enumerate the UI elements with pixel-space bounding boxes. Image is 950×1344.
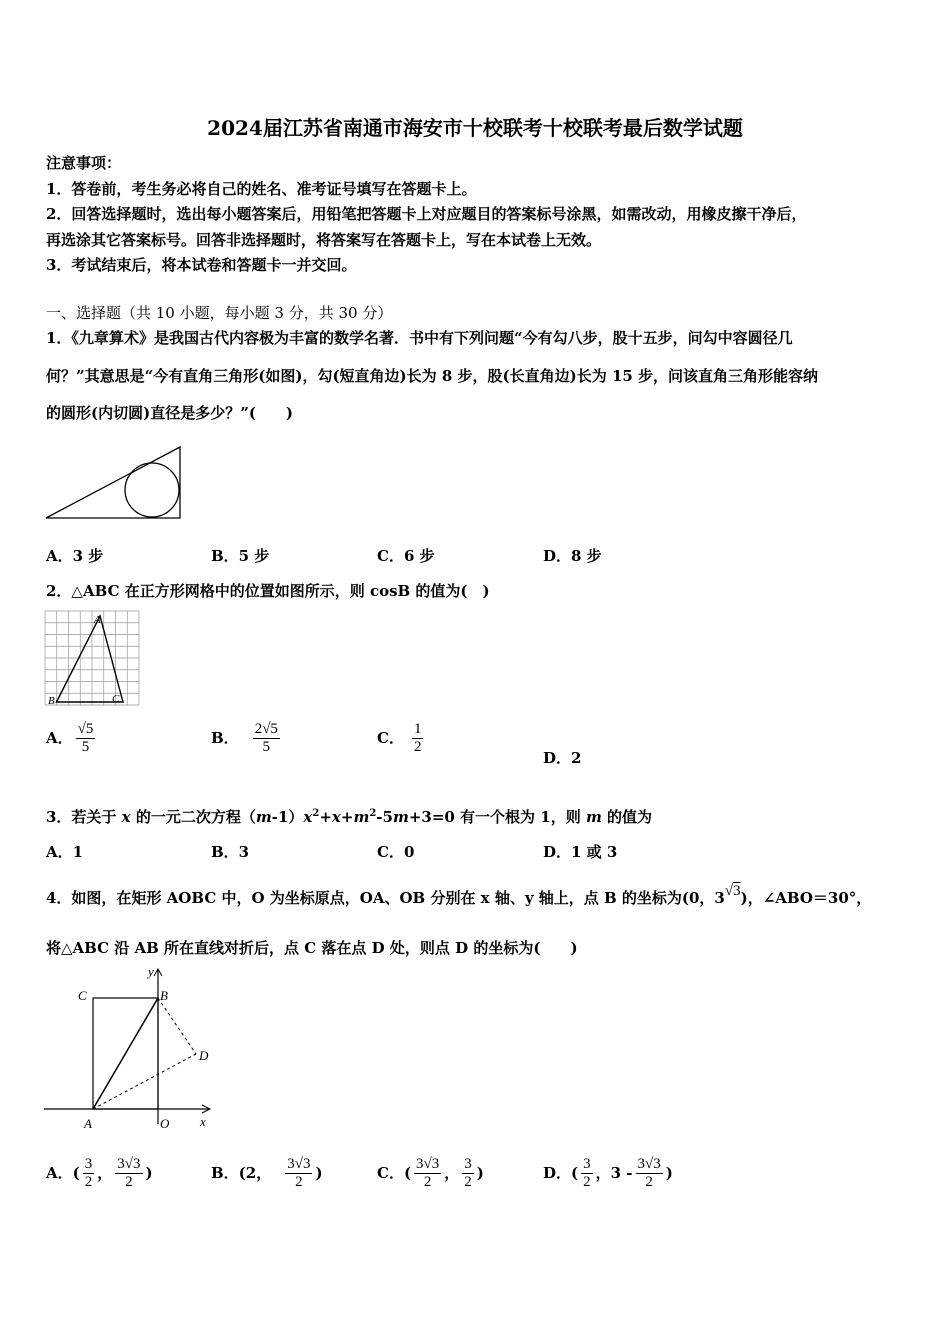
section-heading: 一、选择题（共 10 小题，每小题 3 分，共 30 分） (46, 304, 393, 322)
option-separator: ， (444, 1163, 460, 1182)
q3-text-part: -5 (376, 808, 393, 826)
q3-text (46, 806, 652, 827)
fraction (285, 1156, 312, 1192)
q4-text-part: )，∠ABO＝30°， (740, 889, 872, 907)
q4-label-c: C (78, 988, 87, 1003)
fraction (83, 1156, 95, 1192)
page-title: 2024届江苏省南通市海安市十校联考十校联考最后数学试题 (207, 116, 743, 140)
option-letter: C．( (377, 1163, 412, 1182)
q2-option-c (377, 721, 426, 757)
q3-var-m: m (255, 808, 272, 826)
q2-option-b (211, 721, 283, 757)
fraction-denominator: 5 (81, 739, 90, 756)
q2-option-a-letter: A． (46, 728, 73, 747)
notice-item-1: 1．答卷前，考生务必将自己的姓名、准考证号填写在答题卡上。 (46, 180, 477, 198)
q3-var-x: x (303, 808, 313, 826)
q4-coordinate-figure (44, 962, 224, 1134)
fraction-denominator: 2 (84, 1174, 93, 1191)
q4-sqrt: √3 (724, 883, 741, 899)
q3-text-part: +3=0 有一个根为 1，则 (408, 808, 586, 826)
fraction-denominator: 2 (645, 1174, 653, 1191)
q4-label-y: y (148, 964, 154, 979)
option-close: ) (145, 1163, 153, 1182)
q1-line-1: 1．《九章算术》是我国古代内容极为丰富的数学名著．书中有下列问题“今有勾八步，股十五步，问勾中容圆径几 (46, 329, 793, 347)
q3-text-part: + (340, 808, 354, 826)
fraction-denominator: 5 (262, 739, 271, 756)
q4-line-1 (46, 883, 872, 908)
fraction-numerator: 2√5 (253, 721, 280, 739)
q4-option-b (211, 1156, 323, 1192)
q4-option-d (543, 1156, 673, 1192)
fraction-numerator: 3√3 (636, 1156, 663, 1174)
q2-option-c-fraction (412, 721, 424, 757)
q3-text-part: 的值为 (601, 808, 653, 826)
q3-text-part: 的一元二次方程（ (130, 808, 256, 826)
q4-option-a (46, 1156, 153, 1192)
fraction-denominator: 2 (423, 1174, 432, 1191)
option-letter: D．( (543, 1163, 579, 1182)
q3-option-b: B．3 (211, 843, 250, 861)
q1-option-c: C．6 步 (377, 547, 435, 565)
q2-grid-figure (44, 610, 144, 710)
q2-option-a-fraction (76, 721, 96, 757)
fraction (115, 1156, 142, 1192)
notice-item-3: 3．考试结束后，将本试卷和答题卡一并交回。 (46, 256, 357, 274)
fraction-denominator: 2 (125, 1174, 133, 1191)
q2-option-a (46, 721, 98, 757)
q4-label-d: D (199, 1048, 209, 1063)
option-letter: B．(2， (211, 1163, 272, 1182)
option-separator: ，3 - (595, 1163, 633, 1182)
fraction (636, 1156, 663, 1192)
fraction-numerator: √5 (76, 721, 96, 739)
q2-option-c-letter: C． (377, 728, 404, 747)
q2-option-b-letter: B． (211, 728, 239, 747)
fraction-numerator: 3 (83, 1156, 95, 1174)
q2-option-b-fraction (253, 721, 280, 757)
q4-label-b: B (160, 988, 168, 1003)
q3-exponent: 2 (312, 808, 320, 819)
q4-text-part: 4．如图，在矩形 AOBC 中，O 为坐标原点，OA、OB 分别在 x 轴、y 轴上，点 B 的坐标为(0，3 (46, 889, 725, 907)
fraction (462, 1156, 474, 1192)
q4-radicand: 3 (733, 883, 741, 899)
q3-var-x: x (121, 808, 131, 826)
q2-option-d: D．2 (543, 749, 582, 767)
fraction-numerator: 1 (412, 721, 424, 739)
fraction-denominator: 2 (413, 739, 422, 756)
q1-line-2: 何？”其意思是“今有直角三角形(如图)，勾(短直角边)长为 8 步，股(长直角边)长为 15 步，问该直角三角形能容纳 (46, 367, 819, 385)
fraction-numerator: 3 (462, 1156, 474, 1174)
notice-heading: 注意事项： (46, 154, 122, 172)
notice-item-2-cont: 再选涂其它答案标号。回答非选择题时，将答案写在答题卡上，写在本试卷上无效。 (46, 231, 602, 249)
q1-line-3: 的圆形(内切圆)直径是多少？”( ) (46, 404, 294, 422)
q1-option-a: A．3 步 (46, 547, 104, 565)
fraction-denominator: 2 (464, 1174, 472, 1191)
option-close: ) (315, 1163, 323, 1182)
option-close: ) (665, 1163, 673, 1182)
fraction (581, 1156, 593, 1192)
q3-text-part: + (319, 808, 332, 826)
q1-triangle-figure (44, 444, 184, 522)
fraction-numerator: 3√3 (414, 1156, 441, 1174)
q2-label-a: A (94, 614, 101, 626)
q4-label-x: x (200, 1114, 206, 1129)
q3-var-x: x (331, 808, 341, 826)
q2-label-c: C (112, 693, 120, 705)
q4-label-a: A (84, 1116, 92, 1131)
option-separator: ， (97, 1163, 113, 1182)
q3-var-m: m (353, 808, 370, 826)
q3-text-part: 3．若关于 (46, 808, 122, 826)
option-close: ) (476, 1163, 484, 1182)
q3-var-m: m (585, 808, 602, 826)
fraction-numerator: 3√3 (115, 1156, 142, 1174)
q3-option-d: D．1 或 3 (543, 843, 618, 861)
fraction (414, 1156, 441, 1192)
fraction-denominator: 2 (295, 1174, 303, 1191)
fraction-numerator: 3 (581, 1156, 593, 1174)
q1-option-d: D．8 步 (543, 547, 602, 565)
q3-text-part: -1） (271, 808, 304, 826)
notice-item-2: 2．回答选择题时，选出每小题答案后，用铅笔把答题卡上对应题目的答案标号涂黑，如需改动，用橡皮擦干净后， (46, 205, 807, 223)
q1-option-b: B．5 步 (211, 547, 270, 565)
q2-label-b: B (48, 695, 55, 707)
option-letter: A．( (46, 1163, 80, 1182)
q3-option-c: C．0 (377, 843, 415, 861)
fraction-numerator: 3√3 (285, 1156, 312, 1174)
q3-var-m: m (392, 808, 409, 826)
fraction-denominator: 2 (583, 1174, 591, 1191)
q4-line-2: 将△ABC 沿 AB 所在直线对折后，点 C 落在点 D 处，则点 D 的坐标为( ) (46, 939, 578, 957)
q3-option-a: A．1 (46, 843, 84, 861)
q4-option-c (377, 1156, 484, 1192)
q2-text: 2．△ABC 在正方形网格中的位置如图所示，则 cosB 的值为( ) (46, 582, 490, 600)
q3-exponent: 2 (369, 808, 377, 819)
q4-label-o: O (160, 1116, 170, 1131)
